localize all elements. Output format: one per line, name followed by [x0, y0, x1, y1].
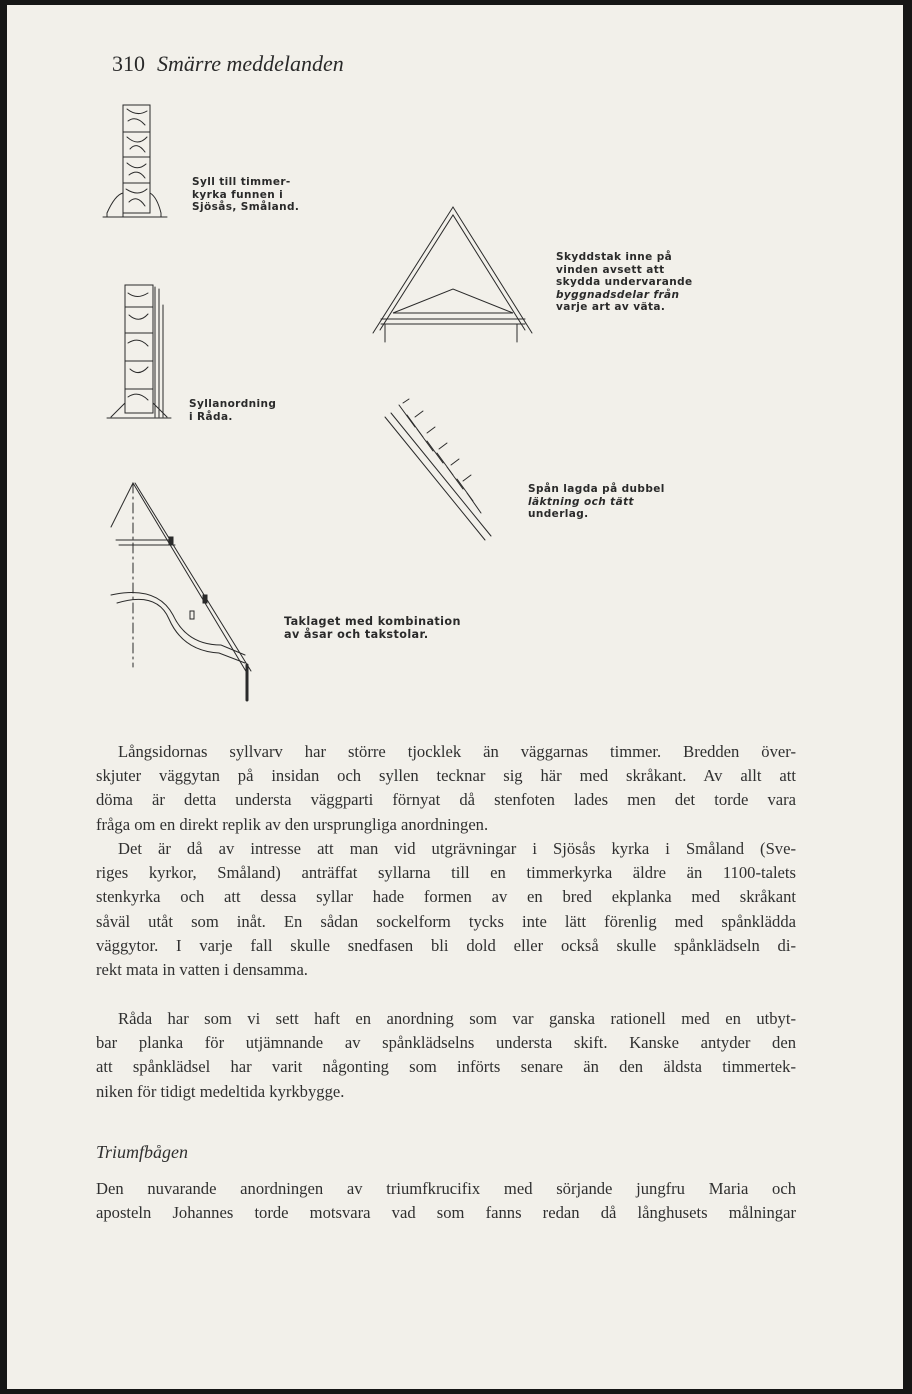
figure-caption: Spån lagda på dubbel läktning och tätt underlag.	[528, 483, 665, 520]
page-number: 310	[112, 51, 145, 76]
protective-roof-drawing	[373, 207, 532, 342]
paragraph: Det är då av intresse att man vid utgrävningar i Sjösås kyrka i Småland (Sve- riges kyrkor, Småland) anträffat syllarna till en timmerkyrka äldre än 1100-talets stenkyrka och att dessa syllar hade formen av en bred ekplanka med skråkant såväl utåt som inåt. En sådan sockelform tycks inte lätt förenlig med spånklädda väggytor. I varje fall skulle snedfasen bli dold eller också skulle spånklädseln di- rekt mata in vatten i densamma.	[96, 839, 796, 980]
paragraph: Långsidornas syllvarv har större tjocklek än väggarnas timmer. Bredden över- skjuter väggytan på insidan och syllen tecknar sig här med skråkant. Av allt att döma är detta understa väggparti förnyat då stenfoten lades men det torde vara fråga om en direkt replik av den ursprungliga anordningen.	[96, 742, 796, 834]
paragraph: Den nuvarande anordningen av triumfkrucifix med sörjande jungfru Maria och aposteln Johannes torde motsvara vad som fanns redan då långhusets målningar	[96, 1179, 796, 1223]
figure-caption: Skyddstak inne på vinden avsett att skydda undervarande byggnadsdelar från varje art av väta.	[556, 251, 693, 313]
book-page	[7, 5, 903, 1389]
figure-drawings	[7, 5, 903, 705]
figure-caption: Syll till timmer- kyrka funnen i Sjösås, Småland.	[192, 176, 300, 213]
figure-caption: Taklaget med kombination av åsar och takstolar.	[284, 615, 461, 641]
sill-drawing-rada	[107, 285, 171, 418]
roof-truss-drawing	[111, 483, 251, 700]
section-heading: Triumfbågen	[96, 1142, 189, 1162]
figure-caption: Syllanordning i Råda.	[189, 398, 277, 423]
running-title: Smärre meddelanden	[157, 51, 344, 76]
paragraph: Råda har som vi sett haft en anordning som var ganska rationell med en utbyt- bar planka för utjämnande av spånklädselns understa skift. Kanske antyder den att spånklädsel har varit någonting som införts senare än den äldsta timmertek- niken för tidigt medeltida kyrkbygge.	[96, 1009, 796, 1101]
sill-drawing-sjosas	[103, 105, 167, 217]
shingles-drawing	[385, 399, 491, 540]
